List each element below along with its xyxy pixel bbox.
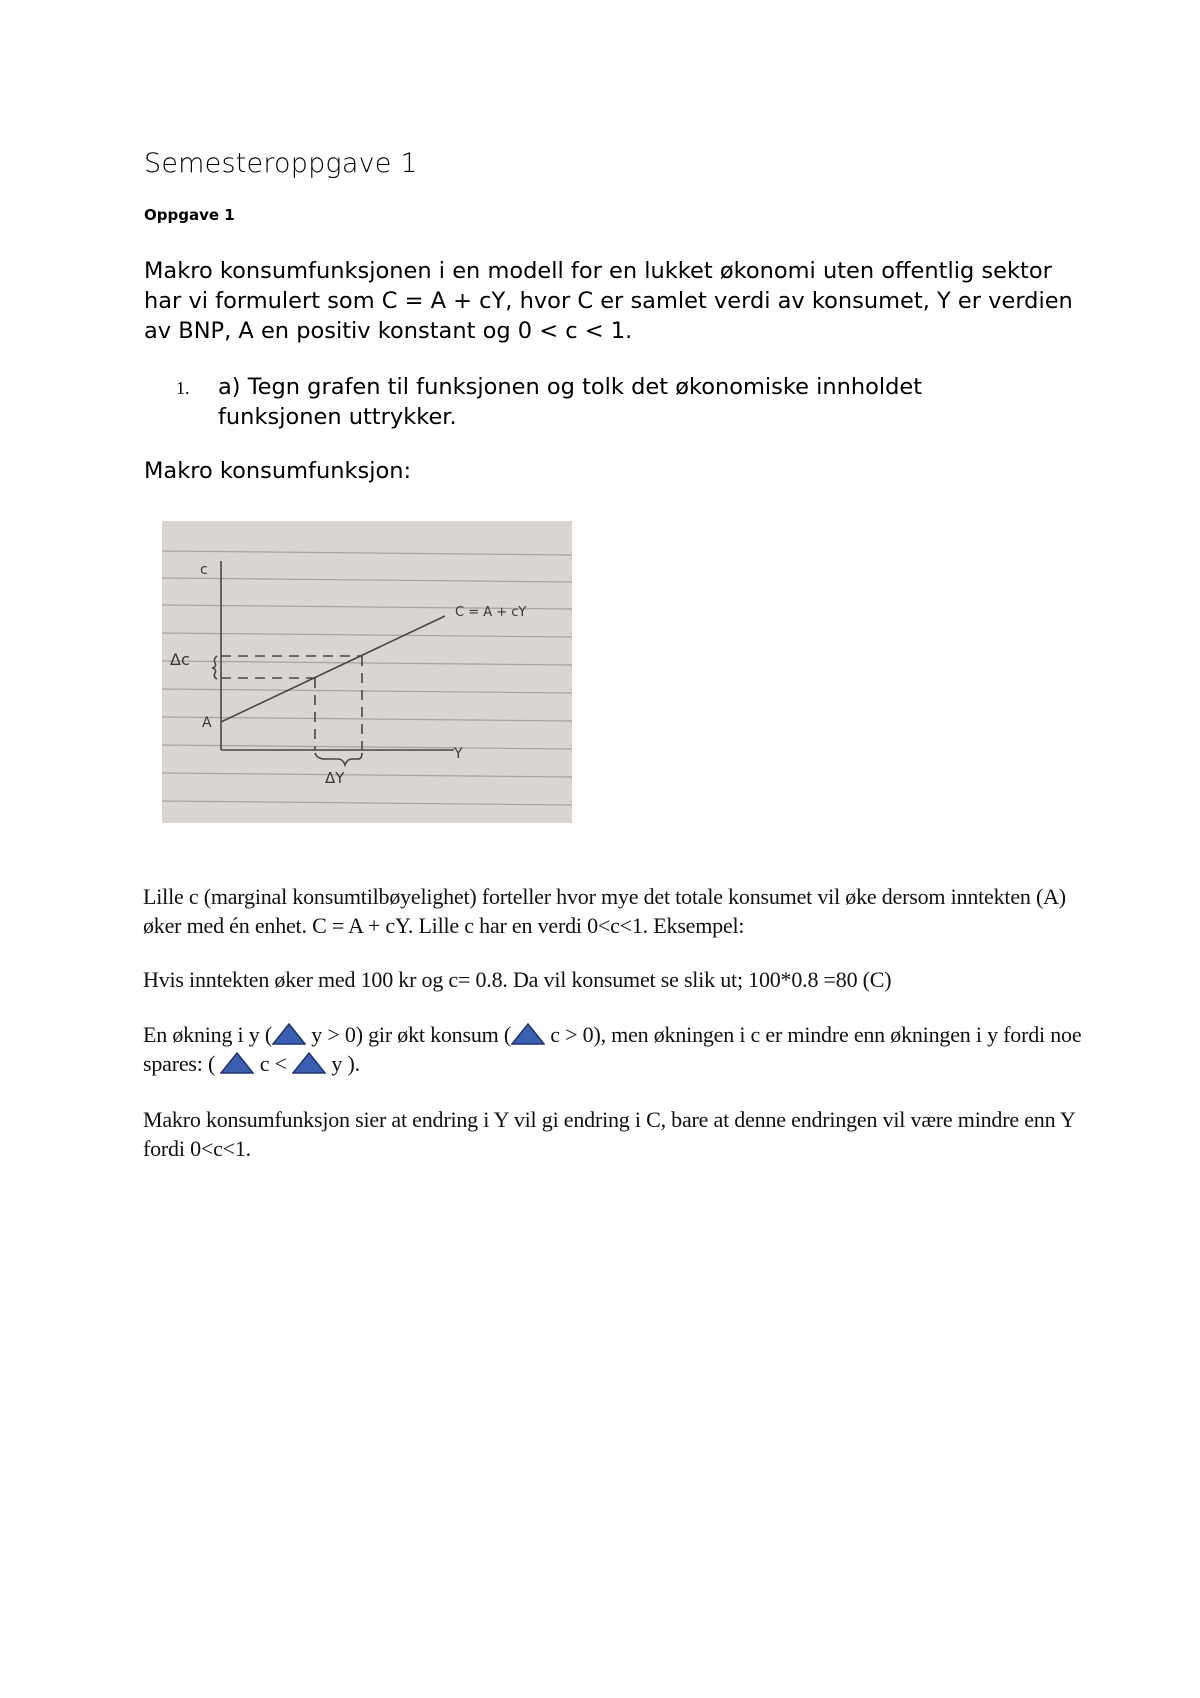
paragraph-increase [143, 1020, 1083, 1078]
section-heading: Makro konsumfunksjon: [144, 458, 412, 484]
p3-part-a: En økning i y ( [143, 1022, 272, 1047]
paper-background [162, 521, 572, 823]
paragraph-example: Hvis inntekten øker med 100 kr og c= 0.8. Da vil konsumet se slik ut; 100*0.8 =80 (C) [143, 967, 892, 992]
axis-label-c: c [200, 562, 208, 578]
line-equation-label: C = A + cY [455, 605, 527, 620]
delta-triangle-icon [292, 1052, 326, 1074]
p3-part-b: y > 0) gir økt konsum ( [306, 1022, 511, 1047]
paragraph-marginal-propensity: Lille c (marginal konsumtilbøyelighet) forteller hvor mye det totale konsumet vil øke dersom inntekten (A) øker med én enhet. C = A + cY. Lille c har en verdi 0<c<1. Eksempel: [143, 884, 1066, 938]
document-title: Semesteroppgave 1 [144, 148, 418, 179]
axis-label-y: Y [454, 746, 463, 762]
delta-c-label: Δc [170, 650, 190, 669]
p3-part-e: y ). [326, 1051, 360, 1076]
question-number: 1. [176, 378, 190, 398]
delta-triangle-icon [272, 1023, 306, 1045]
delta-y-label: ΔY [325, 769, 345, 787]
intercept-label: A [202, 715, 212, 731]
task-subtitle: Oppgave 1 [144, 206, 235, 224]
question-text: a) Tegn grafen til funksjonen og tolk det økonomiske innholdet funksjonen uttrykker. [218, 374, 923, 430]
p3-part-d: c < [254, 1051, 293, 1076]
delta-triangle-icon [220, 1052, 254, 1074]
p3-part-c: c > 0), men økningen i c er mindre enn økningen i y fordi noe spares: ( [143, 1022, 1082, 1076]
delta-triangle-icon [511, 1023, 545, 1045]
intro-paragraph: Makro konsumfunksjonen i en modell for en lukket økonomi uten offentlig sektor har vi formulert som C = A + cY, hvor C er samlet verdi av konsumet, Y er verdien av BNP, A en positiv konstant og 0 < c < 1. [144, 258, 1073, 344]
paragraph-conclusion: Makro konsumfunksjon sier at endring i Y vil gi endring i C, bare at denne endringen vil være mindre enn Y fordi 0<c<1. [143, 1107, 1075, 1161]
hand-drawn-graph-photo [162, 521, 572, 823]
